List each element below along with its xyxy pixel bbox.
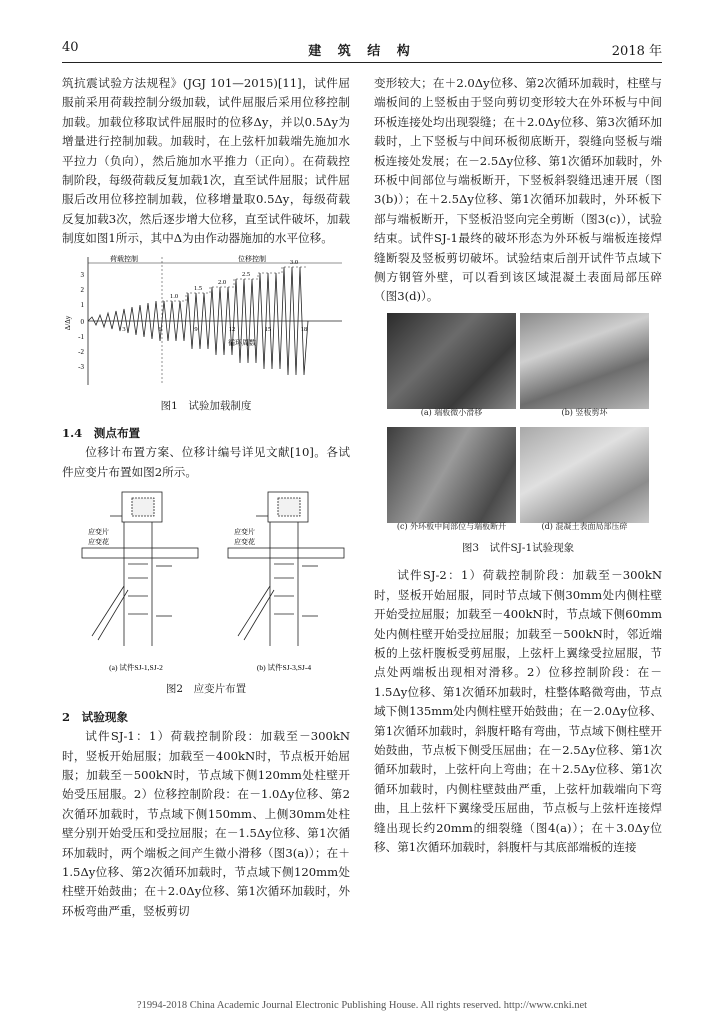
- amp-label-5: 3.0: [289, 258, 299, 266]
- sj2-phenomena-paragraph: 试件SJ-2：1）荷载控制阶段：加载至－300kN时，竖板开始屈服，同时节点域下侧30mm处内侧柱壁开始受拉屈服；加载至－400kN时，节点域下侧60mm处内侧柱壁开始受拉屈服；加载至－500kN时，邻近端板的上弦杆腹板受剪屈服，上弦杆上翼缘受拉屈服，节点处两端板出现相对滑移。2）位移控制阶段：在－1.5Δy位移、第1次循环加载时，柱整体略微弯曲，节点域下侧135mm处内侧柱壁开始鼓曲；在－2.0Δy位移、第1次循环加载时，斜腹杆略有弯曲，节点域下侧柱壁开始鼓曲，节点板下侧受压屈曲；在－2.5Δy位移、第1次循环加载时，上弦杆向上弯曲；在＋2.5Δy位移、第1次循环加载时，内侧柱壁鼓曲严重，上弦杆加载端向下弯曲，且上弦杆下翼缘受压屈曲，节点板与上弦杆连接焊缝出现长约20mm的细裂缝（图4(a)）；在＋3.0Δy位移、第1次循环加载时，斜腹杆与其底部端板的连接: [374, 568, 662, 854]
- xtick-9: 9: [194, 325, 198, 333]
- section-2-title: 2 试验现象: [62, 709, 129, 724]
- amp-label-4: 2.5: [241, 270, 251, 278]
- x-axis-label: 循环周数: [228, 338, 256, 347]
- figure-1-loading-protocol: [62, 253, 350, 395]
- header-rule: [62, 62, 662, 63]
- photo-d: [520, 427, 649, 537]
- section-1-4-title: 1.4 测点布置: [62, 426, 141, 441]
- amp-label-3: 2.0: [217, 278, 227, 286]
- sub-caption-b: (b) 试件SJ-3,SJ-4: [256, 663, 312, 673]
- loading-method-paragraph: 筑抗震试验方法规程》(JGJ 101—2015)[11]，试件屈服前采用荷载控制分级加载，试件屈服后采用位移控制加载。加载位移取试件屈服时的位移Δy，并以0.5Δy为增量进行控制加载。加载时，在上弦杆加载端先施加水平拉力（负向），然后施加水平推力（正向）。在荷载控制阶段，每级荷载反复加载1次，直至试件屈服；试件屈服后改用位移控制加载，位移增量取0.5Δy，每级荷载反复加载3次，然后逐步增大位移，直至试件破坏，加载制度如图1所示，其中Δ为由作动器施加的水平位移。: [62, 76, 350, 246]
- ytick-0: 0: [80, 317, 84, 326]
- ytick-n1: -1: [78, 332, 84, 341]
- figure-1-caption: 图1 试验加载制度: [160, 399, 252, 412]
- running-header: [62, 40, 662, 60]
- amp-label-1: 1.0: [169, 292, 179, 300]
- strain-label-a: 应变片: [88, 528, 109, 537]
- zone-disp-label: 位移控制: [238, 254, 266, 263]
- y-axis-label: Δ/Δy: [64, 315, 72, 330]
- zone-load-label: 荷载控制: [110, 254, 138, 263]
- photo-a-label: (a) 端板微小滑移: [420, 408, 483, 418]
- journal-year: 2018 年: [611, 44, 662, 59]
- strain-label-b: 应变片: [234, 528, 255, 537]
- ytick-n2: -2: [78, 347, 84, 356]
- left-column: [62, 74, 350, 921]
- photo-a: [387, 313, 516, 423]
- amp-label-2: 1.5: [193, 284, 203, 292]
- section-2-text: 试件SJ-1：1）荷载控制阶段：加载至－300kN时，竖板开始屈服；加载至－400kN时，节点板开始屈服；加载至－500kN时，节点域下侧120mm处柱壁开始受压屈服。2）位移控制阶段：在－1.0Δy位移、第2次循环加载时，节点域下侧150mm、上侧30mm处柱壁分别开始受压和受拉屈服；在－1.5Δy位移、第1次循环加载时，两个端板之间产生微小滑移（图3(a)）；在＋1.5Δy位移、第2次循环加载时，节点域下侧120mm处柱壁开始鼓曲；在＋2.0Δy位移、第1次循环加载时，外环板弯曲严重，竖板剪切: [62, 729, 350, 918]
- figure-2-strain-gauges: [62, 486, 350, 678]
- rosette-label-a: 应变花: [88, 538, 109, 547]
- xtick-12: 12: [228, 325, 236, 333]
- xtick-15: 15: [264, 325, 272, 333]
- photo-c: [387, 427, 516, 537]
- figure-3-caption: 图3 试件SJ-1试验现象: [461, 541, 575, 554]
- section-1-4-text: 位移计布置方案、位移计编号详见文献[10]。各试件应变片布置如图2所示。: [62, 445, 350, 479]
- page-number: 40: [62, 40, 79, 55]
- sub-caption-a: (a) 试件SJ-1,SJ-2: [109, 663, 163, 673]
- figure-2-caption: 图2 应变片布置: [165, 683, 247, 696]
- ytick-n3: -3: [78, 362, 84, 371]
- xtick-3: 3: [122, 325, 126, 333]
- xtick-6: 6: [158, 325, 162, 333]
- right-column: [374, 74, 662, 857]
- journal-title: 建 筑 结 构: [308, 44, 416, 59]
- ytick-3: 3: [80, 270, 84, 279]
- photo-c-label: (c) 外环板中间部位与端板断开: [396, 522, 507, 532]
- sj1-phenomena-paragraph: 变形较大；在＋2.0Δy位移、第2次循环加载时，柱壁与端板间的上竖板由于竖向剪切变形较大在外环板与中间环板连接处均出现裂缝；在＋2.0Δy位移、第3次循环加载时，上下竖板与中间环板彻底断开，裂缝向竖板与端板连接处发展；在－2.5Δy位移、第1次循环加载时，外环板中间部位与端板断开，下竖板斜裂缝迅速开展（图3(b)）；在＋2.5Δy位移、第1次循环加载时，外环板下部与端板断开，下竖板沿竖向完全剪断（图3(c)），试验结束。试件SJ-1最终的破坏形态为外环板与端板连接焊缝断裂及竖板剪切破坏。试验结束后剖开试件节点域下侧方钢管外壁，可以看到该区域混凝土表面局部压碎（图3(d)）。: [374, 76, 662, 304]
- photo-d-label: (d) 混凝土表面局部压碎: [541, 522, 628, 532]
- ytick-1: 1: [80, 300, 84, 309]
- copyright-footer: ?1994-2018 China Academic Journal Electronic Publishing House. All rights reserved. http://www.cnki.net: [136, 1000, 588, 1011]
- xtick-18: 18: [300, 325, 308, 333]
- strain-panel-a: [82, 492, 198, 646]
- photo-b: [520, 313, 649, 423]
- figure-3-photo-grid: [387, 313, 649, 537]
- strain-panel-b: [228, 492, 344, 646]
- rosette-label-b: 应变花: [234, 538, 255, 547]
- photo-b-label: (b) 竖板剪坏: [561, 408, 608, 418]
- ytick-2: 2: [80, 285, 84, 294]
